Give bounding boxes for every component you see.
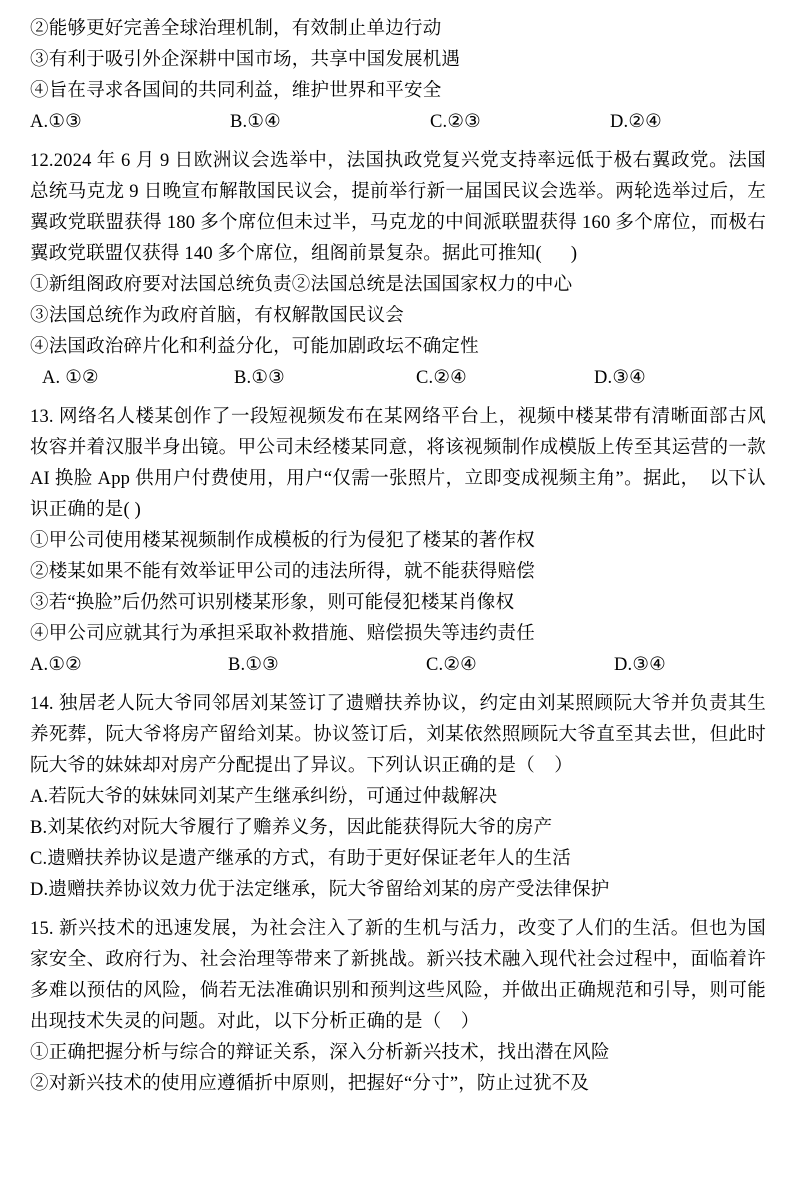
- spacer-4: [30, 906, 766, 914]
- q14-option-a[interactable]: A.若阮大爷的妹妹同刘某产生继承纠纷，可通过仲裁解决: [30, 787, 498, 807]
- q12-option-a[interactable]: A. ①②: [42, 368, 99, 388]
- q13-option-a[interactable]: A.①②: [30, 655, 82, 675]
- q11-option-b[interactable]: B.①④: [230, 112, 281, 132]
- q12-item-1: ①新组阁政府要对法国总统负责②法国总统是法国国家权力的中心: [30, 275, 573, 295]
- question-15: [30, 914, 766, 1100]
- q15-stem: 15. 新兴技术的迅速发展，为社会注入了新的生机与活力，改变了人们的生活。但也为国家安全、政府行为、社会治理等带来了新挑战。新兴技术融入现代社会过程中，面临着许多难以预估的风险，倘若无法准确识别和预判这些风险，并做出正确规范和引导，则可能出现技术失灵的问题。对此，以下分析正确的是（ ）: [30, 919, 766, 1032]
- q12-option-b[interactable]: B.①③: [234, 368, 285, 388]
- q13-stem: 13. 网络名人楼某创作了一段短视频发布在某网络平台上，视频中楼某带有清晰面部古风妆容并着汉服半身出镜。甲公司未经楼某同意，将该视频制作成模版上传至其运营的一款 AI 换脸 App 供用户付费使用，用户“仅需一张照片，立即变成视频主角”。据此， 以下认识正确的是( ): [30, 407, 771, 520]
- q13-item-4: ④甲公司应就其行为承担采取补救措施、赔偿损失等违约责任: [30, 624, 535, 644]
- q14-option-c[interactable]: C.遗赠扶养协议是遗产继承的方式，有助于更好保证老年人的生活: [30, 849, 571, 869]
- q13-item-1: ①甲公司使用楼某视频制作成模板的行为侵犯了楼某的著作权: [30, 531, 535, 551]
- q12-item-4: ④法国政治碎片化和利益分化，可能加剧政坛不确定性: [30, 337, 479, 357]
- spacer-3: [30, 681, 766, 689]
- spacer-2: [30, 394, 766, 402]
- q12-options: [30, 363, 766, 394]
- question-14: [30, 689, 766, 906]
- q12-item-3: ③法国总统作为政府首脑，有权解散国民议会: [30, 306, 405, 326]
- q11-item-4: ④旨在寻求各国间的共同利益，维护世界和平安全: [30, 81, 442, 101]
- question-11-tail: [30, 14, 766, 138]
- spacer-1: [30, 138, 766, 146]
- q11-item-2: ②能够更好完善全球治理机制，有效制止单边行动: [30, 19, 442, 39]
- q13-item-2: ②楼某如果不能有效举证甲公司的违法所得，就不能获得赔偿: [30, 562, 535, 582]
- q13-item-3: ③若“换脸”后仍然可识别楼某形象，则可能侵犯楼某肖像权: [30, 593, 515, 613]
- q11-options: [30, 107, 766, 138]
- question-12: [30, 146, 766, 394]
- q15-item-2: ②对新兴技术的使用应遵循折中原则，把握好“分寸”，防止过犹不及: [30, 1074, 590, 1094]
- q11-option-a[interactable]: A.①③: [30, 112, 82, 132]
- q14-stem: 14. 独居老人阮大爷同邻居刘某签订了遗赠扶养协议，约定由刘某照顾阮大爷并负责其生养死葬，阮大爷将房产留给刘某。协议签订后，刘某依然照顾阮大爷直至其去世，但此时阮大爷的妹妹却对房产分配提出了异议。下列认识正确的是（ ）: [30, 694, 766, 776]
- q11-option-d[interactable]: D.②④: [610, 112, 662, 132]
- q11-item-3: ③有利于吸引外企深耕中国市场，共享中国发展机遇: [30, 50, 461, 70]
- q11-option-c[interactable]: C.②③: [430, 112, 481, 132]
- question-13: [30, 402, 771, 681]
- q14-option-d[interactable]: D.遗赠扶养协议效力优于法定继承，阮大爷留给刘某的房产受法律保护: [30, 880, 610, 900]
- q13-option-c[interactable]: C.②④: [426, 655, 477, 675]
- q13-options: [30, 650, 766, 681]
- q14-option-b[interactable]: B.刘某依约对阮大爷履行了赡养义务，因此能获得阮大爷的房产: [30, 818, 553, 838]
- q12-stem: 12.2024 年 6 月 9 日欧洲议会选举中，法国执政党复兴党支持率远低于极右翼政党。法国总统马克龙 9 日晚宣布解散国民议会，提前举行新一届国民议会选举。两轮选举过后，左翼政党联盟获得 180 多个席位但未过半，马克龙的中间派联盟获得 160 多个席位，而极右翼政党联盟仅获得 140 多个席位，组阁前景复杂。据此可推知( ): [30, 151, 766, 264]
- q13-option-d[interactable]: D.③④: [614, 655, 666, 675]
- q15-item-1: ①正确把握分析与综合的辩证关系，深入分析新兴技术，找出潜在风险: [30, 1043, 610, 1063]
- q13-option-b[interactable]: B.①③: [228, 655, 279, 675]
- q12-option-d[interactable]: D.③④: [594, 368, 646, 388]
- q12-option-c[interactable]: C.②④: [416, 368, 467, 388]
